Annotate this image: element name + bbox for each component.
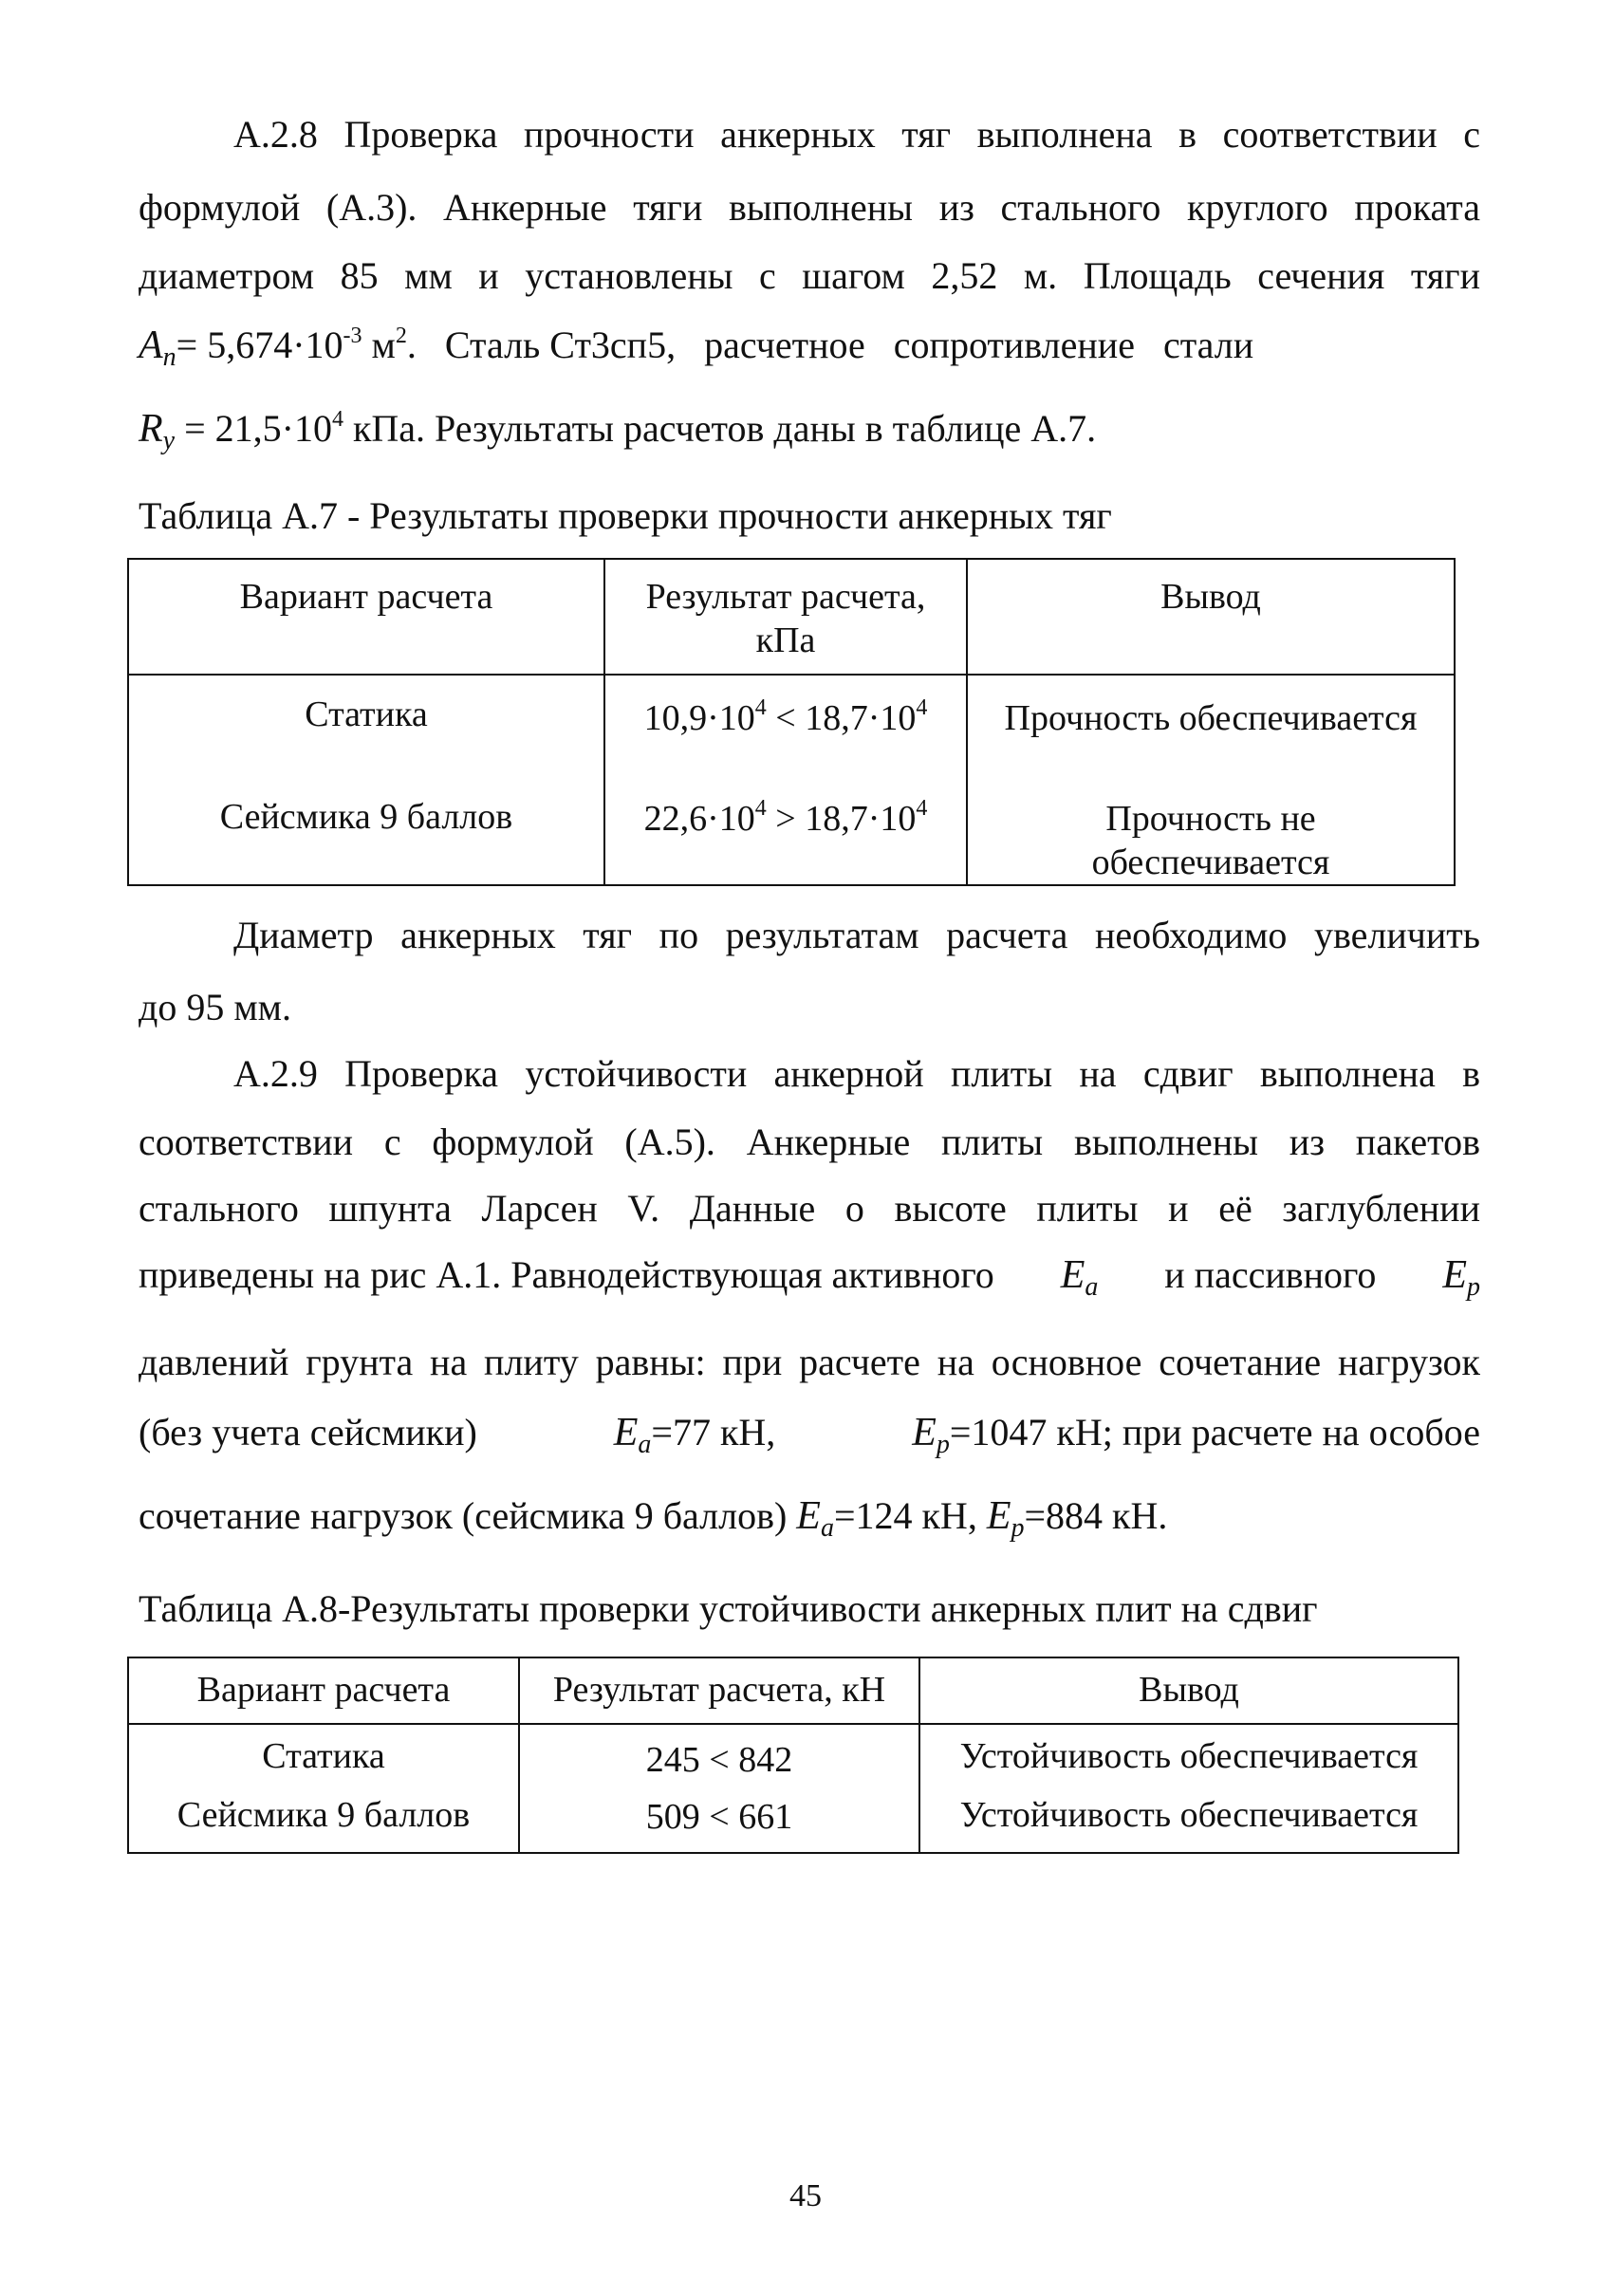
header-result: Результат расчета, кН <box>519 1657 919 1724</box>
para-a29-line-1: А.2.9 Проверка устойчивости анкерной плиты на сдвиг выполнена в <box>233 1052 1480 1095</box>
para-diameter-line-1: Диаметр анкерных тяг по результатам расчета необходимо увеличить <box>233 914 1480 956</box>
header-result: Результат расчета, кПа <box>604 559 967 675</box>
table-a8-caption: Таблица А.8-Результаты проверки устойчивости анкерных плит на сдвиг <box>139 1587 1318 1630</box>
header-variant: Вариант расчета <box>128 559 604 675</box>
symbol-A: A <box>139 324 163 367</box>
para-a29-line-6: (без учета сейсмики) $E_a=77$ кН, $E_p=1047$ кН; при расчете на особое <box>139 1411 1480 1459</box>
para-a29-line-2: соответствии с формулой (А.5). Анкерные плиты выполнены из пакетов <box>139 1120 1480 1163</box>
para-a29-line-4: приведены на рис А.1. Равнодействующая активного $E_a$ и пассивного $E_p$ <box>139 1253 1480 1302</box>
para-a28-line-1: А.2.8 Проверка прочности анкерных тяг выполнена в соответствии с <box>233 113 1480 156</box>
table-row: Статика Сейсмика 9 баллов $10,9\cdot 10^4 < 18,7\cdot 10^4$ $22,6\cdot 10^4 > 18,7\cdot 10^4$ Прочность обеспечивается Прочность не обеспечивается <box>128 675 1455 885</box>
table-a8 <box>127 1657 1459 1854</box>
para-a29-line-3: стального шпунта Ларсен V. Данные о высоте плиты и её заглублении <box>139 1187 1480 1230</box>
table-row: Статика Сейсмика 9 баллов 245 < 842 509 < 661 Устойчивость обеспечивается Устойчивость обеспечивается <box>128 1724 1458 1853</box>
header-conclusion: Вывод <box>919 1657 1458 1724</box>
table-a7-caption: Таблица А.7 - Результаты проверки прочности анкерных тяг <box>139 494 1112 537</box>
para-a28-line-2: формулой (А.3). Анкерные тяги выполнены из стального круглого проката <box>139 186 1480 229</box>
symbol-R: R <box>139 407 163 451</box>
para-a28-line-4: $A_n= 5,674\cdot 10^{-3}$ $м^2$. Сталь Ст3сп5, расчетное сопротивление стали <box>139 324 1254 372</box>
para-a28-line-3: диаметром 85 мм и установлены с шагом 2,52 м. Площадь сечения тяги <box>139 254 1480 297</box>
table-a7 <box>127 558 1456 886</box>
table-header-row <box>128 559 1455 675</box>
para-diameter-line-2: до 95 мм. <box>139 986 291 1028</box>
para-a28-line-5: $R_y = 21,5\cdot 10^4$ кПа. Результаты расчетов даны в таблице А.7. <box>139 407 1097 455</box>
page-number: 45 <box>789 2178 822 2213</box>
header-conclusion: Вывод <box>967 559 1455 675</box>
table-header-row <box>128 1657 1458 1724</box>
para-a29-line-5: давлений грунта на плиту равны: при расчете на основное сочетание нагрузок <box>139 1341 1480 1383</box>
para-a29-line-7: сочетание нагрузок (сейсмика 9 баллов) $E_a=124$ кН, $E_p=884$ кН. <box>139 1494 1168 1543</box>
header-variant: Вариант расчета <box>128 1657 519 1724</box>
